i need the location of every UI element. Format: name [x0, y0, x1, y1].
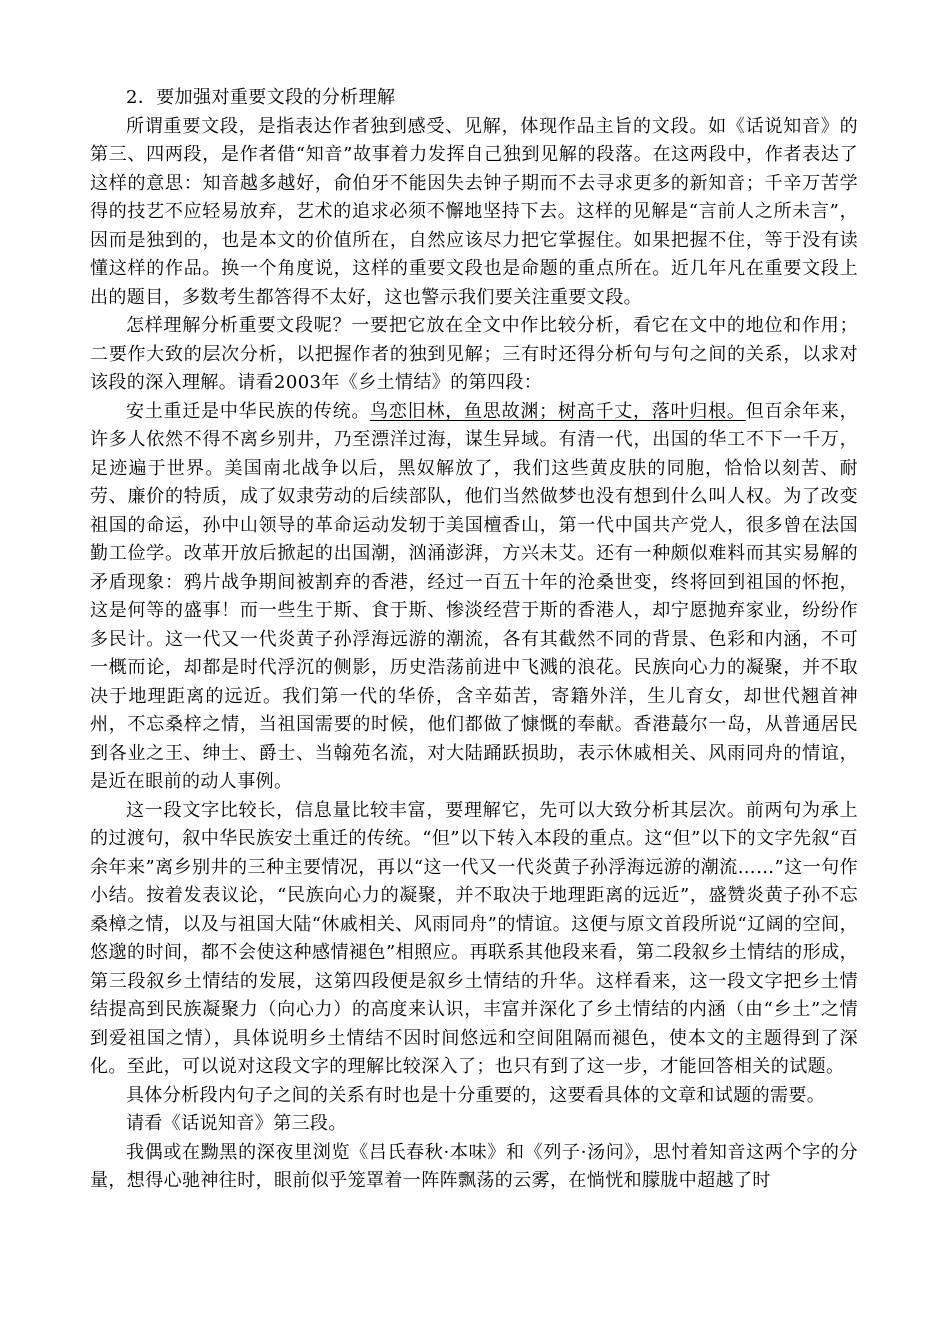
quoted-passage-zhiyin: 我偶或在黝黑的深夜里浏览《吕氏春秋·本味》和《列子·汤问》，思忖着知音这两个字的分量，想得心驰神往时，眼前似乎笼罩着一阵阵飘荡的云雾，在惝恍和朦胧中超越了时 [90, 1141, 858, 1191]
paragraph-sentence-relations: 具体分析段内句子之间的关系有时也是十分重要的，这要看具体的文章和试题的需要。 [126, 1084, 826, 1106]
paragraph-how-to-analyze: 怎样理解分析重要文段呢？一要把它放在全文中作比较分析，看它在文中的地位和作用；二要作大致的层次分析，以把握作者的独到见解；三有时还得分析句与句之间的关系，以求对该段的深入理解。请看2003年《乡土情结》的第四段： [90, 315, 858, 393]
document-page [90, 84, 858, 1196]
paragraph-see-zhiyin: 请看《话说知音》第三段。 [126, 1113, 347, 1134]
quote-body: 但百余年来，许多人依然不得不离乡别井，乃至漂洋过海，谋生异域。有清一代，出国的华工不下一千万，足迹遍于世界。美国南北战争以后，黑奴解放了，我们这些黄皮肤的同胞，恰恰以刻苦、耐劳、廉价的特质，成了奴隶劳动的后续部队，他们当然做梦也没有想到什么叫人权。为了改变祖国的命运，孙中山领导的革命运动发轫于美国檀香山，第一代中国共产党人，很多曾在法国勤工俭学。改革开放后掀起的出国潮，汹涌澎湃，方兴未艾。还有一种颇似难料而其实易解的矛盾现象：鸦片战争期间被割弃的香港，经过一百五十年的沧桑世变，终将回到祖国的怀抱，这是何等的盛事！而一些生于斯、食于斯、惨淡经营于斯的香港人，却宁愿抛弃家业，纷纷作多民计。这一代又一代炎黄子孙浮海远游的潮流，各有其截然不同的背景、色彩和内涵，不可一概而论，却都是时代浮沉的侧影，历史浩荡前进中飞溅的浪花。民族向心力的凝聚，并不取决于地理距离的远近。我们第一代的华侨，含辛茹苦，寄籍外洋，生儿育女，却世代翘首神州，不忘桑梓之情，当祖国需要的时候，他们都做了慷慨的奉献。香港蕞尔一岛，从普通居民到各业之王、绅士、爵士、当翰苑名流，对大陆踊跃损助，表示休戚相关、风雨同舟的情谊，是近在眼前的动人事例。 [90, 400, 858, 792]
paragraph-analysis: 这一段文字比较长，信息量比较丰富，要理解它，先可以大致分析其层次。前两句为承上的过渡句，叙中华民族安土重迁的传统。“但”以下转入本段的重点。这“但”以下的文字先叙“百余年来”离乡别井的三种主要情况，再以“这一代又一代炎黄子孙浮海远游的潮流……”这一句作小结。按着发表议论，“民族向心力的凝聚，并不取决于地理距离的远近”，盛赞炎黄子孙不忘桑樟之情，以及与祖国大陆“休戚相关、风雨同舟”的情谊。这便与原文首段所说“辽阔的空间，悠邈的时间，都不会使这种感情褪色”相照应。再联系其他段来看，第二段叙乡土情结的形成，第三段叙乡土情结的发展，这第四段便是叙乡土情结的升华。这样看来，这一段文字把乡土情结提高到民族凝聚力（向心力）的高度来认识，丰富并深化了乡土情结的内涵（由“乡土”之情到爱祖国之情），具体说明乡土情结不因时间悠远和空间阻隔而褪色，使本文的主题得到了深化。至此，可以说对这段文字的理解比较深入了；也只有到了这一步，才能回答相关的试题。 [90, 799, 858, 1077]
quote-underlined-phrase: 鸟恋旧林，鱼思故渊；树高千丈，落叶归根。 [370, 400, 746, 422]
quote-opening: 安土重迁是中华民族的传统。 [126, 400, 371, 422]
section-heading: 2．要加强对重要文段的分析理解 [126, 87, 396, 108]
quoted-passage-xiangtu-qingjie [90, 398, 858, 797]
paragraph-important-sections: 所谓重要文段，是指表达作者独到感受、见解，体现作品主旨的文段。如《话说知音》的第三、四两段，是作者借“知音”故事着力发挥自己独到见解的段落。在这两段中，作者表达了这样的意思：知音越多越好，俞伯牙不能因失去钟子期而不去寻求更多的新知音；千辛万苦学得的技艺不应轻易放弃，艺术的追求必须不懈地坚持下去。这样的见解是“言前人之所未言”，因而是独到的，也是本文的价值所在，自然应该尽力把它掌握住。如果把握不住，等于没有读懂这样的作品。换一个角度说，这样的重要文段也是命题的重点所在。近几年凡在重要文段上出的题目，多数考生都答得不太好，这也警示我们要关注重要文段。 [90, 115, 858, 308]
